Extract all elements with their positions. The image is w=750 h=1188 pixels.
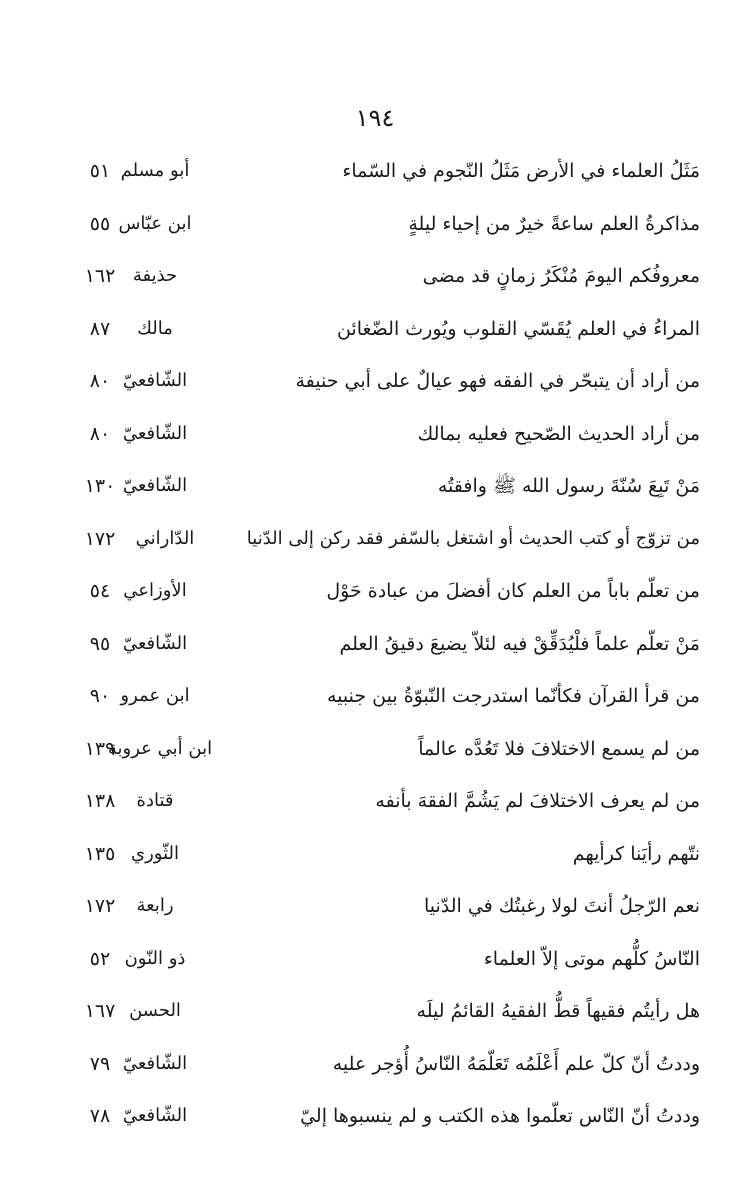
page-reference: ١٣٩ — [84, 737, 116, 760]
quote-text: مَنْ تعلّم علماً فلْيُدَقِّقْ فيه لئلاّ يضيعَ دقيقُ العلم — [339, 632, 700, 655]
author-name: الشّافعيّ — [122, 1105, 188, 1126]
author-name: الشّافعيّ — [122, 1052, 188, 1074]
author-name: الأوزاعي — [123, 580, 187, 601]
page-reference: ٥٢ — [89, 947, 111, 970]
list-item — [60, 1095, 700, 1148]
quote-text: وددتُ أنّ كلّ علم أَعْلَمُه تَعَلّمَهُ النّاسُ أُؤجر عليه — [332, 1052, 700, 1075]
author-name: الشّافعيّ — [122, 475, 188, 496]
list-item — [60, 308, 700, 361]
quote-text: نعم الرّجلُ أنتَ لولا رغبتُك في الدّنيا — [423, 895, 700, 917]
list-item — [60, 465, 700, 518]
page-reference: ٩٥ — [89, 632, 111, 655]
page-reference: ٧٩ — [89, 1052, 111, 1075]
quote-index-list — [60, 150, 700, 1148]
page-reference: ٥٥ — [89, 212, 111, 235]
quote-text: من أراد أن يتبحّر في الفقه فهو عيالٌ على أبي حنيفة — [295, 370, 700, 392]
author-name: رابعة — [136, 895, 174, 916]
list-item — [60, 990, 700, 1043]
list-item — [60, 938, 700, 991]
page-reference: ١٣٥ — [84, 842, 116, 865]
author-name: ابن أبي عروبة — [107, 737, 213, 759]
page-reference: ٥٤ — [89, 580, 111, 602]
page-reference: ١٦٧ — [84, 1000, 116, 1022]
quote-text: المراءُ في العلم يُقَسّي القلوب ويُورث الضّغائن — [336, 317, 700, 340]
list-item — [60, 885, 700, 938]
list-item — [60, 1043, 700, 1096]
list-item — [60, 413, 700, 466]
page-reference: ١٦٢ — [84, 265, 116, 287]
quote-text: من قرأ القرآن فكأنّما استدرجت النّبوّةُ بين جنبيه — [327, 685, 700, 707]
list-item — [60, 518, 700, 571]
author-name: الدّاراني — [135, 527, 195, 549]
author-name: الشّافعيّ — [122, 370, 188, 391]
page-reference: ٧٨ — [89, 1105, 111, 1127]
list-item — [60, 780, 700, 833]
list-item — [60, 150, 700, 203]
page-reference: ١٣٠ — [84, 475, 116, 497]
author-name: أبو مسلم — [120, 160, 190, 181]
author-name: ابن عمرو — [120, 685, 190, 706]
page-reference: ٥١ — [89, 160, 111, 182]
quote-text: مَنْ تَبِعَ سُنّةَ رسول الله ﷺ وافقتُه — [437, 475, 700, 497]
author-name: الحسن — [129, 1000, 181, 1021]
author-name: الشّافعيّ — [122, 632, 188, 654]
list-item — [60, 833, 700, 886]
list-item — [60, 203, 700, 256]
author-name: الشّافعيّ — [122, 422, 188, 444]
list-item — [60, 728, 700, 781]
quote-text: مَثَلُ العلماء في الأرض مَثَلُ النّجوم في السّماء — [342, 160, 700, 182]
page-reference: ١٧٢ — [84, 527, 116, 550]
quote-text: النّاسُ كلُّهم موتى إلاّ العلماء — [483, 947, 700, 970]
quote-text: هل رأيتُم فقيهاً قطُّ الفقيهُ القائمُ ليلَه — [416, 1000, 700, 1022]
quote-text: من تعلّم باباً من العلم كان أفضلَ من عبادة حَوْل — [326, 580, 700, 602]
author-name: مالك — [137, 317, 173, 339]
quote-text: من تزوّج أو كتب الحديث أو اشتغل بالسّفر فقد ركن إلى الدّنيا — [246, 527, 700, 549]
author-name: ذو النّون — [124, 947, 186, 969]
page-reference: ١٧٢ — [84, 895, 116, 917]
page-reference: ٨٠ — [89, 370, 111, 392]
quote-text: معروفُكم اليومَ مُنْكَرُ زمانٍ قد مضى — [422, 265, 700, 287]
quote-text: من لم يعرف الاختلافَ لم يَشُمَّ الفقهَ بأنفه — [375, 790, 700, 812]
list-item — [60, 675, 700, 728]
list-item — [60, 570, 700, 623]
author-name: حذيفة — [132, 265, 178, 286]
author-name: الثّوري — [131, 842, 179, 864]
author-name: قتادة — [136, 790, 174, 811]
quote-text: من لم يسمع الاختلافَ فلا تَعُدَّه عالماً — [418, 737, 700, 760]
page-reference: ٩٠ — [89, 685, 111, 707]
quote-text: وددتُ أنّ النّاس تعلّموا هذه الكتب و لم ينسبوها إليّ — [300, 1105, 700, 1127]
quote-text: من أراد الحديث الصّحيح فعليه بمالك — [417, 422, 700, 445]
page-number: ١٩٤ — [355, 104, 395, 132]
quote-text: مذاكرةُ العلم ساعةً خيرٌ من إحياء ليلةٍ — [408, 212, 700, 235]
list-item — [60, 623, 700, 676]
page-reference: ٨٧ — [89, 317, 111, 340]
quote-text: نتّهم رأيَنا كرأيهم — [572, 842, 700, 865]
list-item — [60, 360, 700, 413]
author-name: ابن عبّاس — [118, 212, 192, 234]
list-item — [60, 255, 700, 308]
page-reference: ٨٠ — [89, 422, 111, 445]
page-reference: ١٣٨ — [84, 790, 116, 812]
